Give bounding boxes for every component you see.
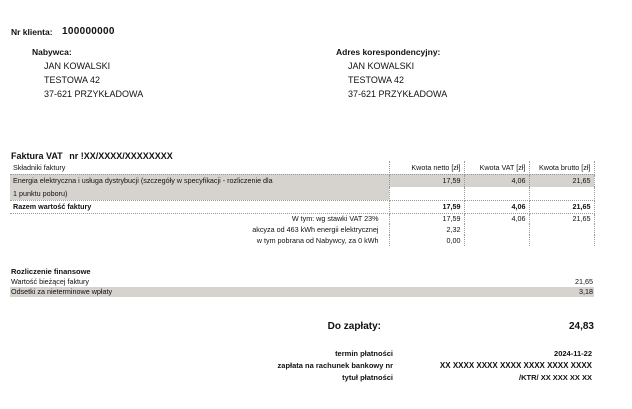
total-brutto: 21,65 xyxy=(529,200,594,213)
due-date-label: termin płatności xyxy=(335,349,393,358)
financial-row-current-invoice xyxy=(10,277,594,287)
header-items: Składniki faktury xyxy=(10,161,389,174)
buyer-city: 37-621 PRZYKŁADOWA xyxy=(44,89,144,99)
table-row xyxy=(10,174,594,187)
breakdown-vat: 4,06 xyxy=(464,213,529,224)
financial-row-value: 3,18 xyxy=(579,287,593,296)
total-label: Razem wartość faktury xyxy=(10,200,389,213)
payment-title-label: tytuł płatności xyxy=(342,373,393,382)
buyer-name: JAN KOWALSKI xyxy=(44,61,111,71)
buyer-address-block xyxy=(32,47,143,101)
invoice-title xyxy=(11,151,173,161)
table-row xyxy=(10,187,594,200)
item-vat: 4,06 xyxy=(464,174,529,187)
breakdown-netto: 0,00 xyxy=(389,235,464,246)
item-description-line2: 1 punktu poboru) xyxy=(10,187,389,200)
client-number-value: 100000000 xyxy=(62,26,115,37)
invoice-items-table xyxy=(10,161,595,246)
financial-row-label: Odsetki za nieterminowe wpłaty xyxy=(11,287,113,296)
breakdown-label: akcyza od 463 kWh energii elektrycznej xyxy=(10,224,389,235)
breakdown-label: W tym: wg stawki VAT 23% xyxy=(10,213,389,224)
correspondence-city: 37-621 PRZYKŁADOWA xyxy=(348,89,448,99)
item-netto: 17,59 xyxy=(389,174,464,187)
breakdown-row xyxy=(10,235,594,246)
header-brutto: Kwota brutto [zł] xyxy=(529,161,594,174)
breakdown-brutto: 21,65 xyxy=(529,213,594,224)
invoice-number: !XX/XXXX/XXXXXXXX xyxy=(80,151,173,161)
breakdown-netto: 17,59 xyxy=(389,213,464,224)
amount-due-label: Do zapłaty: xyxy=(327,321,381,332)
invoice-title-text: Faktura VAT xyxy=(11,151,63,161)
total-vat: 4,06 xyxy=(464,200,529,213)
financial-settlement-title: Rozliczenie finansowe xyxy=(11,267,91,276)
buyer-street: TESTOWA 42 xyxy=(44,75,101,85)
bank-account-value: XX XXXX XXXX XXXX XXXX XXXX XXXX xyxy=(439,361,592,370)
item-description-line1: Energia elektryczna i usługa dystrybucji (szczegóły w specyfikacji - rozliczenie dla xyxy=(10,174,389,187)
breakdown-brutto xyxy=(529,224,594,235)
table-header-row xyxy=(10,161,594,174)
buyer-title: Nabywca: xyxy=(32,47,72,57)
invoice-nr-label: nr xyxy=(69,151,79,161)
financial-row-interest xyxy=(10,287,594,297)
breakdown-netto: 2,32 xyxy=(389,224,464,235)
bank-account-label: zapłata na rachunek bankowy nr xyxy=(277,361,393,370)
financial-row-label: Wartość bieżącej faktury xyxy=(11,277,90,286)
breakdown-label: w tym pobrana od Nabywcy, za 0 kWh xyxy=(10,235,389,246)
payment-title-value: /KTR/ XX XXX XX XX xyxy=(519,373,592,382)
breakdown-row xyxy=(10,213,594,224)
correspondence-address-block xyxy=(336,47,447,101)
breakdown-row xyxy=(10,224,594,235)
total-netto: 17,59 xyxy=(389,200,464,213)
financial-row-value: 21,65 xyxy=(575,277,593,286)
correspondence-title: Adres korespondencyjny: xyxy=(336,47,441,57)
due-date-value: 2024-11-22 xyxy=(554,349,592,358)
correspondence-name: JAN KOWALSKI xyxy=(348,61,415,71)
breakdown-brutto xyxy=(529,235,594,246)
amount-due-value: 24,83 xyxy=(568,321,594,332)
total-row xyxy=(10,200,594,213)
item-brutto: 21,65 xyxy=(529,174,594,187)
header-vat: Kwota VAT [zł] xyxy=(464,161,529,174)
correspondence-street: TESTOWA 42 xyxy=(348,75,405,85)
client-number-label: Nr klienta: xyxy=(11,27,53,37)
breakdown-vat xyxy=(464,224,529,235)
breakdown-vat xyxy=(464,235,529,246)
header-netto: Kwota netto [zł] xyxy=(389,161,464,174)
